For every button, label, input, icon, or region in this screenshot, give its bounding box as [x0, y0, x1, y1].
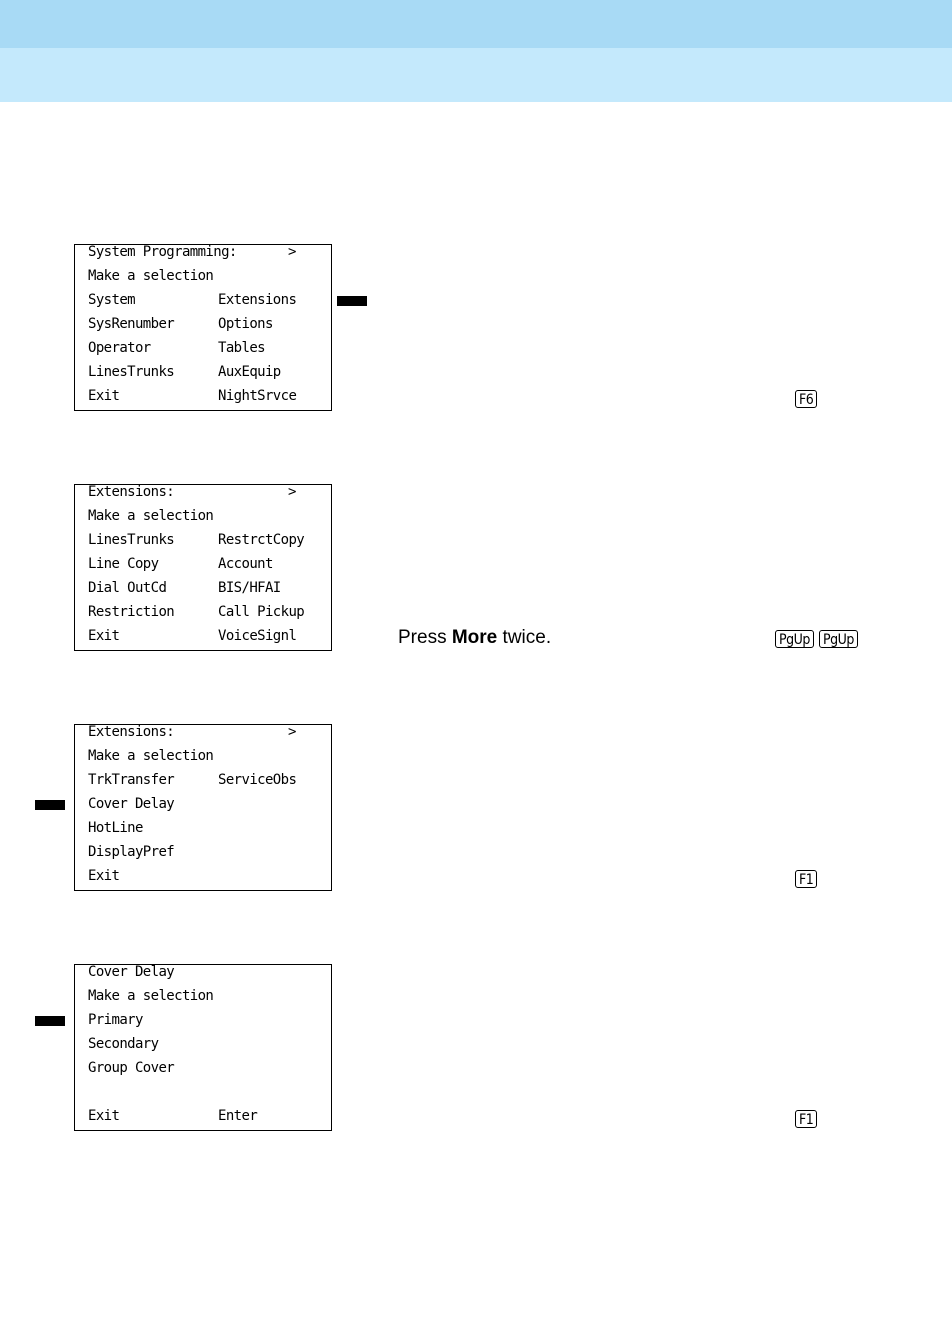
menu-option-account[interactable]: Account: [218, 556, 273, 572]
selection-marker-right: [337, 296, 367, 306]
menu-option-voicesignl[interactable]: VoiceSignl: [218, 628, 297, 644]
menu-option-restrctcopy[interactable]: RestrctCopy: [218, 532, 305, 548]
menu-option-bis-hfai[interactable]: BIS/HFAI: [218, 580, 281, 596]
menu-option-trktransfer[interactable]: TrkTransfer: [88, 772, 175, 788]
display-screen-cover-delay: [74, 964, 332, 1131]
header-band-top: [0, 0, 952, 48]
menu-option-exit[interactable]: Exit: [88, 628, 120, 644]
display-screen-extensions-page1: [74, 484, 332, 651]
menu-option-enter[interactable]: Enter: [218, 1108, 258, 1124]
screen-line: System Programming:: [88, 244, 237, 260]
menu-option-serviceobs[interactable]: ServiceObs: [218, 772, 297, 788]
more-arrow: >: [288, 484, 296, 500]
key-f1: F1: [795, 1110, 817, 1128]
more-arrow: >: [288, 244, 296, 260]
instruction-bold: More: [451, 627, 498, 648]
menu-option-exit[interactable]: Exit: [88, 1108, 120, 1124]
menu-option-options[interactable]: Options: [218, 316, 273, 332]
menu-option-group-cover[interactable]: Group Cover: [88, 1060, 175, 1076]
selection-marker-left: [35, 800, 65, 810]
menu-option-cover-delay[interactable]: Cover Delay: [88, 796, 175, 812]
key-pgup: PgUp: [775, 630, 814, 648]
key-pgup: PgUp: [819, 630, 858, 648]
menu-option-restriction[interactable]: Restriction: [88, 604, 175, 620]
more-arrow: >: [288, 724, 296, 740]
menu-option-call-pickup[interactable]: Call Pickup: [218, 604, 305, 620]
menu-option-hotline[interactable]: HotLine: [88, 820, 143, 836]
menu-option-linestrunks[interactable]: LinesTrunks: [88, 364, 175, 380]
screen-line: Extensions:: [88, 724, 175, 740]
menu-option-linestrunks[interactable]: LinesTrunks: [88, 532, 175, 548]
menu-option-dial-outcd[interactable]: Dial OutCd: [88, 580, 167, 596]
menu-option-auxequip[interactable]: AuxEquip: [218, 364, 281, 380]
screen-line: Make a selection: [88, 268, 214, 284]
menu-option-secondary[interactable]: Secondary: [88, 1036, 159, 1052]
instruction-text: Press More twice.: [398, 627, 552, 648]
screen-line: Make a selection: [88, 748, 214, 764]
screen-line: Extensions:: [88, 484, 175, 500]
screen-line: Make a selection: [88, 988, 214, 1004]
screen-line: Make a selection: [88, 508, 214, 524]
menu-option-exit[interactable]: Exit: [88, 868, 120, 884]
menu-option-line-copy[interactable]: Line Copy: [88, 556, 159, 572]
display-screen-extensions-page2: [74, 724, 332, 891]
menu-option-displaypref[interactable]: DisplayPref: [88, 844, 175, 860]
menu-option-tables[interactable]: Tables: [218, 340, 265, 356]
header-band-bottom: [0, 48, 952, 102]
menu-option-operator[interactable]: Operator: [88, 340, 151, 356]
menu-option-sysrenumber[interactable]: SysRenumber: [88, 316, 175, 332]
menu-option-exit[interactable]: Exit: [88, 388, 120, 404]
selection-marker-left: [35, 1016, 65, 1026]
menu-option-nightsrvce[interactable]: NightSrvce: [218, 388, 297, 404]
menu-option-primary[interactable]: Primary: [88, 1012, 143, 1028]
display-screen-system-programming: [74, 244, 332, 411]
key-f1: F1: [795, 870, 817, 888]
key-f6: F6: [795, 390, 817, 408]
screen-line: Cover Delay: [88, 964, 175, 980]
menu-option-system[interactable]: System: [88, 292, 135, 308]
menu-option-extensions[interactable]: Extensions: [218, 292, 297, 308]
